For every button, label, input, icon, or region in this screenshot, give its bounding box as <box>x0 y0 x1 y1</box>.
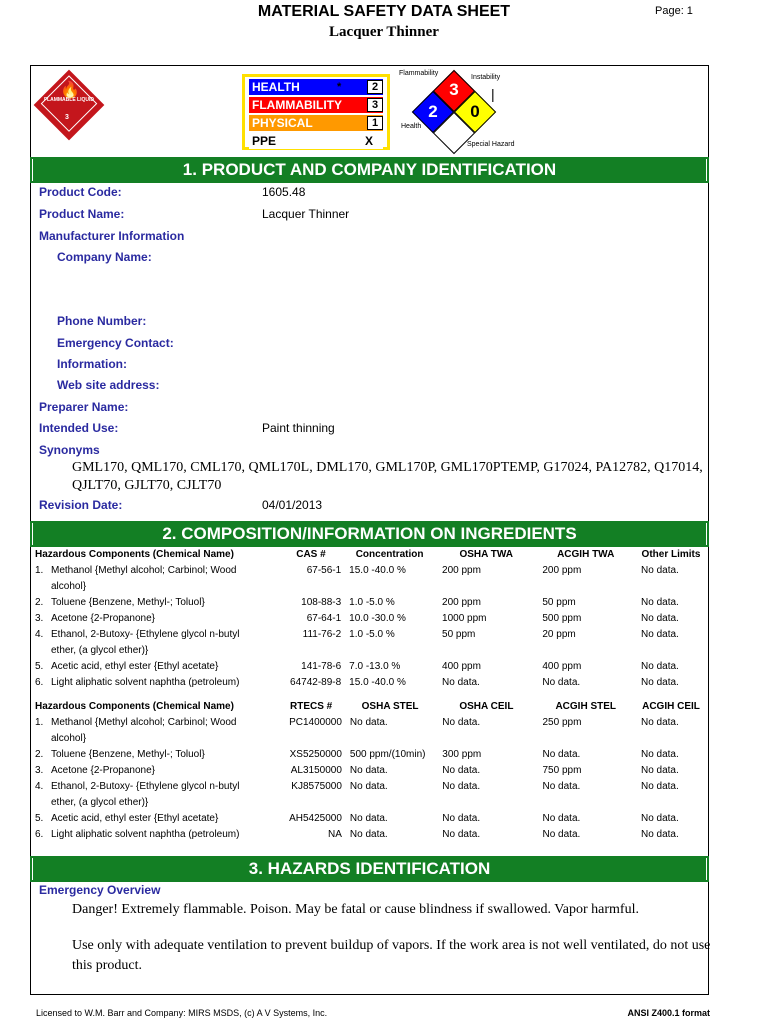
intended-use-value: Paint thinning <box>262 421 335 435</box>
component-name: 3. Acetone {2-Propanone} <box>35 613 155 624</box>
table-row <box>33 715 707 747</box>
table-row <box>33 627 707 659</box>
revision-date-value: 04/01/2013 <box>262 498 323 512</box>
limits-cell-c3: 200 ppm <box>442 597 481 608</box>
nfpa-diamond <box>395 66 515 156</box>
stel-cell-c3: 300 ppm <box>442 749 482 760</box>
stel-cell-c4: No data. <box>542 829 581 840</box>
limits-header-4: ACGIH TWA <box>557 549 615 560</box>
limits-cell-c4: 200 ppm <box>542 565 582 576</box>
table-row <box>33 611 707 627</box>
ingredients-stel-table <box>33 699 707 843</box>
limits-header-3: OSHA TWA <box>459 549 513 560</box>
hmis-ppe-row <box>249 133 383 149</box>
limits-cell-c5: No data. <box>641 597 679 608</box>
phone-number-label: Phone Number: <box>57 314 147 328</box>
component-name: 2. Toluene {Benzene, Methyl-; Toluol} <box>35 749 205 760</box>
component-name: 6. Light aliphatic solvent naphtha (petroleum) <box>35 829 240 840</box>
ingredients-limits-table <box>33 547 707 691</box>
document-subtitle: Lacquer Thinner <box>329 24 439 40</box>
limits-cell-c5: No data. <box>641 629 679 640</box>
limits-cell-c4: No data. <box>542 677 581 688</box>
table-row <box>33 763 707 779</box>
limits-cell-c2: 1.0 -5.0 % <box>349 629 395 640</box>
limits-header-1: CAS # <box>296 549 326 560</box>
table-row <box>33 659 707 675</box>
stel-cell-c5: No data. <box>640 781 679 792</box>
hmis-ppe-label: PPE <box>252 134 277 148</box>
nfpa-flammability-label: Flammability <box>399 70 439 77</box>
limits-cell-c4: 500 ppm <box>542 613 582 624</box>
table-row <box>33 563 707 595</box>
placard-text: FLAMMABLE LIQUID <box>44 97 94 103</box>
limits-cell-c3: 1000 ppm <box>442 613 487 624</box>
stel-cell-c4: No data. <box>542 749 581 760</box>
stel-header-0: Hazardous Components (Chemical Name) <box>35 701 234 712</box>
stel-cell-c3: No data. <box>442 717 481 728</box>
section-3-header: 3. HAZARDS IDENTIFICATION <box>30 856 709 882</box>
limits-cell-c4: 50 ppm <box>542 597 576 608</box>
limits-cell-c1: 67-56-1 <box>306 565 342 576</box>
component-name: 4. Ethanol, 2-Butoxy- {Ethylene glycol n-butyl ether, (a glycol ether)} <box>35 629 240 656</box>
stel-cell-c1: AH5425000 <box>289 813 342 824</box>
limits-cell-c5: No data. <box>641 565 679 576</box>
limits-cell-c4: 20 ppm <box>542 629 576 640</box>
stel-cell-c2: No data. <box>349 717 388 728</box>
nfpa-flammability-value: 3 <box>449 80 459 99</box>
stel-cell-c1: XS5250000 <box>289 749 342 760</box>
limits-header-0: Hazardous Components (Chemical Name) <box>35 549 234 560</box>
hmis-label <box>242 74 390 150</box>
limits-cell-c2: 15.0 -40.0 % <box>349 677 406 688</box>
stel-cell-c1: AL3150000 <box>290 765 342 776</box>
stel-header-3: OSHA CEIL <box>459 701 514 712</box>
format-footer: ANSI Z400.1 format <box>627 1008 710 1018</box>
stel-cell-c2: No data. <box>349 765 388 776</box>
nfpa-health-label: Health <box>401 123 422 130</box>
stel-header-row <box>33 699 707 715</box>
stel-cell-c5: No data. <box>640 717 679 728</box>
stel-cell-c5: No data. <box>640 829 679 840</box>
table-row <box>33 811 707 827</box>
stel-cell-c1: NA <box>327 829 342 840</box>
limits-cell-c1: 141-78-6 <box>301 661 342 672</box>
limits-cell-c1: 67-64-1 <box>306 613 342 624</box>
revision-date-label: Revision Date: <box>39 498 123 512</box>
hmis-health-row <box>249 79 383 95</box>
flame-icon: 🔥 <box>60 82 80 99</box>
preparer-name-label: Preparer Name: <box>39 400 129 414</box>
limits-cell-c4: 400 ppm <box>542 661 582 672</box>
stel-cell-c3: No data. <box>442 829 481 840</box>
information-label: Information: <box>57 357 127 371</box>
section-2-header: 2. COMPOSITION/INFORMATION ON INGREDIENTS <box>30 521 709 547</box>
limits-cell-c2: 10.0 -30.0 % <box>349 613 406 624</box>
table-row <box>33 675 707 691</box>
hmis-physical-label: PHYSICAL <box>252 116 313 130</box>
stel-header-1: RTECS # <box>290 701 333 712</box>
stel-cell-c4: No data. <box>542 781 581 792</box>
hmis-ppe-value: X <box>364 134 373 148</box>
table-row <box>33 827 707 843</box>
document-title: MATERIAL SAFETY DATA SHEET <box>257 3 511 20</box>
limits-cell-c3: No data. <box>442 677 480 688</box>
limits-cell-c5: No data. <box>641 613 679 624</box>
limits-cell-c5: No data. <box>641 661 679 672</box>
hmis-health-label: HEALTH <box>252 80 300 94</box>
synonyms-line-2: QJLT70, GJLT70, CJLT70 <box>72 478 222 493</box>
nfpa-instability-mark: | <box>491 86 495 102</box>
component-name: 5. Acetic acid, ethyl ester {Ethyl acetate} <box>35 661 219 672</box>
emergency-contact-label: Emergency Contact: <box>57 336 174 350</box>
website-label: Web site address: <box>57 378 160 392</box>
nfpa-instability-label: Instability <box>471 74 501 81</box>
table-row <box>33 595 707 611</box>
stel-cell-c2: 500 ppm/(10min) <box>349 749 426 760</box>
synonyms-line-1: GML170, QML170, CML170, QML170L, DML170, GML170P, GML170PTEMP, G17024, PA12782, Q17014, <box>72 460 703 475</box>
component-name: 2. Toluene {Benzene, Methyl-; Toluol} <box>35 597 205 608</box>
nfpa-special-label: Special Hazard <box>467 141 515 148</box>
stel-cell-c5: No data. <box>640 813 679 824</box>
limits-cell-c2: 1.0 -5.0 % <box>349 597 395 608</box>
limits-cell-c2: 15.0 -40.0 % <box>349 565 406 576</box>
stel-cell-c3: No data. <box>442 765 481 776</box>
hmis-physical-row <box>249 115 383 131</box>
license-footer: Licensed to W.M. Barr and Company: MIRS MSDS, (c) A V Systems, Inc. <box>36 1008 328 1018</box>
component-name: 1. Methanol {Methyl alcohol; Carbinol; Wood alcohol} <box>35 565 237 592</box>
page-number: Page: 1 <box>655 5 693 17</box>
hmis-flammability-row <box>249 97 383 113</box>
ventilation-text-line-2: this product. <box>72 958 142 973</box>
hmis-physical-value: 1 <box>367 116 383 130</box>
limits-cell-c1: 108-88-3 <box>301 597 342 608</box>
stel-cell-c5: No data. <box>640 765 679 776</box>
stel-header-5: ACGIH CEIL <box>642 701 700 712</box>
stel-cell-c5: No data. <box>640 749 679 760</box>
stel-header-4: ACGIH STEL <box>555 701 616 712</box>
hmis-flammability-label: FLAMMABILITY <box>252 98 342 112</box>
stel-cell-c3: No data. <box>442 781 481 792</box>
limits-cell-c3: 200 ppm <box>442 565 481 576</box>
stel-cell-c1: KJ8575000 <box>291 781 342 792</box>
limits-cell-c2: 7.0 -13.0 % <box>349 661 401 672</box>
component-name: 6. Light aliphatic solvent naphtha (petroleum) <box>35 677 240 688</box>
table-row <box>33 779 707 811</box>
stel-cell-c4: 250 ppm <box>542 717 582 728</box>
table-row <box>33 747 707 763</box>
limits-header-5: Other Limits <box>641 549 701 560</box>
nfpa-instability-value: 0 <box>470 102 480 121</box>
stel-cell-c3: No data. <box>442 813 481 824</box>
stel-cell-c4: 750 ppm <box>542 765 582 776</box>
section-1-header: 1. PRODUCT AND COMPANY IDENTIFICATION <box>30 157 709 183</box>
product-name-label: Product Name: <box>39 207 125 221</box>
emergency-overview-text: Danger! Extremely flammable. Poison. May be fatal or cause blindness if swallowed. Vapor harmful. <box>72 902 639 917</box>
limits-cell-c3: 50 ppm <box>442 629 476 640</box>
component-name: 1. Methanol {Methyl alcohol; Carbinol; Wood alcohol} <box>35 717 237 744</box>
component-name: 3. Acetone {2-Propanone} <box>35 765 155 776</box>
limits-header-row <box>33 547 707 563</box>
stel-cell-c2: No data. <box>349 781 388 792</box>
stel-header-2: OSHA STEL <box>361 701 419 712</box>
product-name-value: Lacquer Thinner <box>262 207 350 221</box>
placard-class-number: 3 <box>65 114 69 121</box>
hmis-flammability-value: 3 <box>367 98 383 112</box>
stel-cell-c1: PC1400000 <box>289 717 342 728</box>
component-name: 5. Acetic acid, ethyl ester {Ethyl acetate} <box>35 813 219 824</box>
emergency-overview-label: Emergency Overview <box>39 883 161 897</box>
stel-cell-c2: No data. <box>349 829 388 840</box>
hmis-health-value: 2 <box>367 80 383 94</box>
product-code-label: Product Code: <box>39 185 122 199</box>
nfpa-health-value: 2 <box>428 102 438 121</box>
company-name-label: Company Name: <box>57 250 152 264</box>
stel-cell-c4: No data. <box>542 813 581 824</box>
ventilation-text-line-1: Use only with adequate ventilation to prevent buildup of vapors. If the work area is not well ventilated, do not use <box>72 938 711 953</box>
product-code-value: 1605.48 <box>262 185 306 199</box>
intended-use-label: Intended Use: <box>39 421 119 435</box>
limits-cell-c1: 64742-89-8 <box>290 677 342 688</box>
component-name: 4. Ethanol, 2-Butoxy- {Ethylene glycol n-butyl ether, (a glycol ether)} <box>35 781 240 808</box>
manufacturer-label: Manufacturer Information <box>39 229 185 243</box>
limits-cell-c3: 400 ppm <box>442 661 481 672</box>
hmis-chronic-star: * <box>337 81 342 93</box>
synonyms-label: Synonyms <box>39 443 100 457</box>
limits-cell-c5: No data. <box>641 677 679 688</box>
limits-header-2: Concentration <box>355 549 424 560</box>
limits-cell-c1: 111-76-2 <box>302 629 342 640</box>
stel-cell-c2: No data. <box>349 813 388 824</box>
